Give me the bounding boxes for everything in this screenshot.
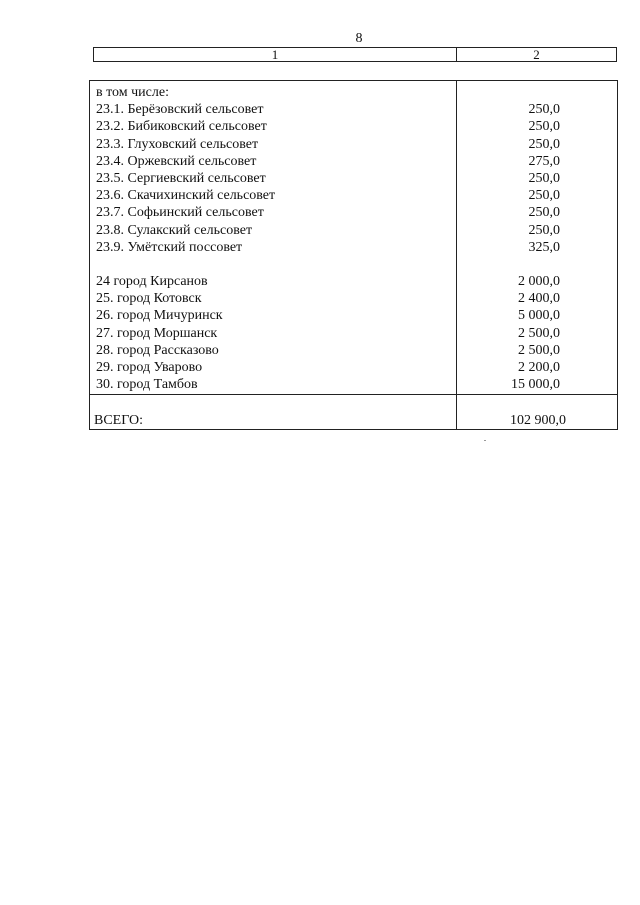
row-value: 2 000,0: [518, 274, 560, 290]
column-header-1: 1: [94, 48, 457, 61]
column-header-table: [93, 47, 617, 62]
table-row: [90, 153, 617, 170]
row-name: 24 город Кирсанов: [96, 274, 208, 290]
total-divider: [90, 394, 617, 395]
table-row: [90, 170, 617, 187]
row-name: 23.4. Оржевский сельсовет: [96, 153, 257, 169]
table-row: [90, 239, 617, 256]
row-name: 23.9. Умётский поссовет: [96, 239, 243, 255]
row-value: 15 000,0: [511, 377, 560, 393]
table-row: [90, 136, 617, 153]
row-name: 25. город Котовск: [96, 291, 202, 307]
table-row: [90, 204, 617, 221]
row-name: 29. город Уварово: [96, 360, 203, 375]
row-value: 2 500,0: [518, 342, 560, 358]
row-value: 275,0: [528, 153, 560, 169]
page-number: 8: [355, 31, 363, 46]
total-label: ВСЕГО:: [94, 413, 143, 428]
table-row: [90, 187, 617, 204]
scan-speck: [484, 440, 486, 441]
row-value: 250,0: [528, 170, 560, 186]
row-value: 5 000,0: [518, 308, 560, 324]
table-row: [90, 376, 617, 393]
row-name: 26. город Мичуринск: [96, 308, 223, 324]
table-row: [90, 273, 617, 290]
table-row: [90, 342, 617, 359]
row-value: 2 200,0: [518, 360, 560, 375]
row-value: 325,0: [528, 239, 560, 255]
allocation-table: [89, 80, 618, 430]
row-value: 250,0: [528, 222, 560, 238]
row-value: 250,0: [528, 119, 560, 135]
table-row: [90, 290, 617, 307]
table-row: [90, 307, 617, 324]
table-row: [90, 222, 617, 239]
table-row: [90, 101, 617, 118]
row-name: 27. город Моршанск: [96, 325, 218, 341]
row-name: 23.6. Скачихинский сельсовет: [96, 188, 276, 204]
row-name: 23.2. Бибиковский сельсовет: [96, 119, 267, 135]
total-value: 102 900,0: [510, 413, 566, 428]
row-name: 23.5. Сергиевский сельсовет: [96, 170, 266, 186]
total-row: [90, 412, 617, 429]
row-value: 2 400,0: [518, 291, 560, 307]
row-value: 250,0: [528, 188, 560, 204]
row-value: 2 500,0: [518, 325, 560, 341]
row-name: 23.3. Глуховский сельсовет: [96, 136, 259, 152]
row-value: 250,0: [528, 136, 560, 152]
table-row: [90, 118, 617, 135]
row-name: 30. город Тамбов: [96, 377, 198, 393]
table-row: [90, 325, 617, 342]
row-name: 28. город Рассказово: [96, 342, 219, 358]
row-value: 250,0: [528, 102, 560, 118]
table-row: [90, 359, 617, 376]
row-name: 23.8. Сулакский сельсовет: [96, 222, 253, 238]
column-header-2: 2: [533, 47, 540, 62]
intro-row: [90, 84, 617, 101]
intro-label: в том числе:: [96, 85, 169, 100]
row-name: 23.7. Софьинский сельсовет: [96, 205, 264, 221]
row-spacer: [90, 256, 617, 273]
row-name: 23.1. Берёзовский сельсовет: [96, 102, 264, 118]
row-value: 250,0: [528, 205, 560, 221]
table-body: [90, 84, 617, 393]
